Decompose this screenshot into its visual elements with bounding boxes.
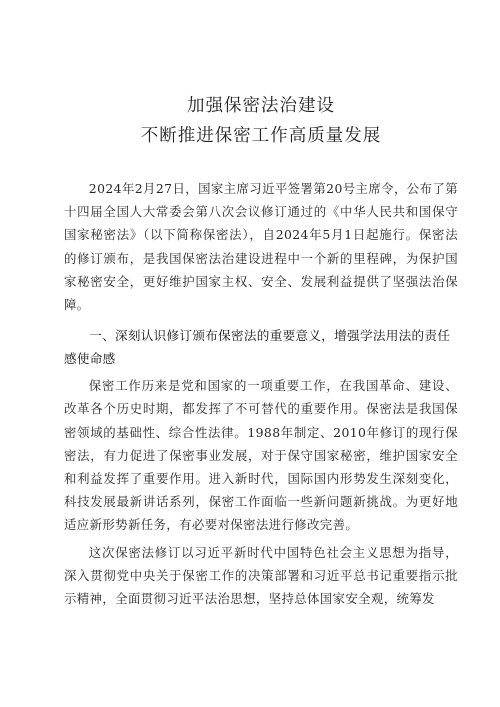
- document-title-line-1: 加强保密法治建设: [187, 96, 335, 116]
- document-title-line-2: 不断推进保密工作高质量发展: [140, 126, 382, 146]
- section-heading-1: 一、深刻认识修订颁布保密法的重要意义，增强学法用法的责任感使命感: [64, 328, 451, 367]
- body-paragraph-1: 保密工作历来是党和国家的一项重要工作，在我国革命、建设、改革各个历史时期，都发挥了不可替代的重要作用。保密法是我国保密领域的基础性、综合性法律。1988年制定、2010年修订的现行保密法，有力促进了保密事业发展，对于保守国家秘密，维护国家安全和利益发挥了重要作用。进入新时代，国际国内形势发生深刻变化，科技发展最新讲话系列，保密工作面临一些新问题新挑战。为更好地适应新形势新任务，有必要对保密法进行修改完善。: [64, 378, 458, 533]
- body-paragraph-2: 这次保密法修订以习近平新时代中国特色社会主义思想为指导，深入贯彻党中央关于保密工作的决策部署和习近平总书记重要指示批示精神，全面贯彻习近平法治思想，坚持总体国家安全观，统筹发: [64, 544, 458, 607]
- intro-paragraph: 2024年2月27日，国家主席习近平签署第20号主席令，公布了第十四届全国人大常委会第八次会议修订通过的《中华人民共和国保守国家秘密法》（以下简称保密法），自2024年5月1日起施行。保密法的修订颁布，是我国保密法治建设进程中一个新的里程碑，为保护国家秘密安全，更好维护国家主权、安全、发展利益提供了坚强法治保障。: [64, 181, 458, 313]
